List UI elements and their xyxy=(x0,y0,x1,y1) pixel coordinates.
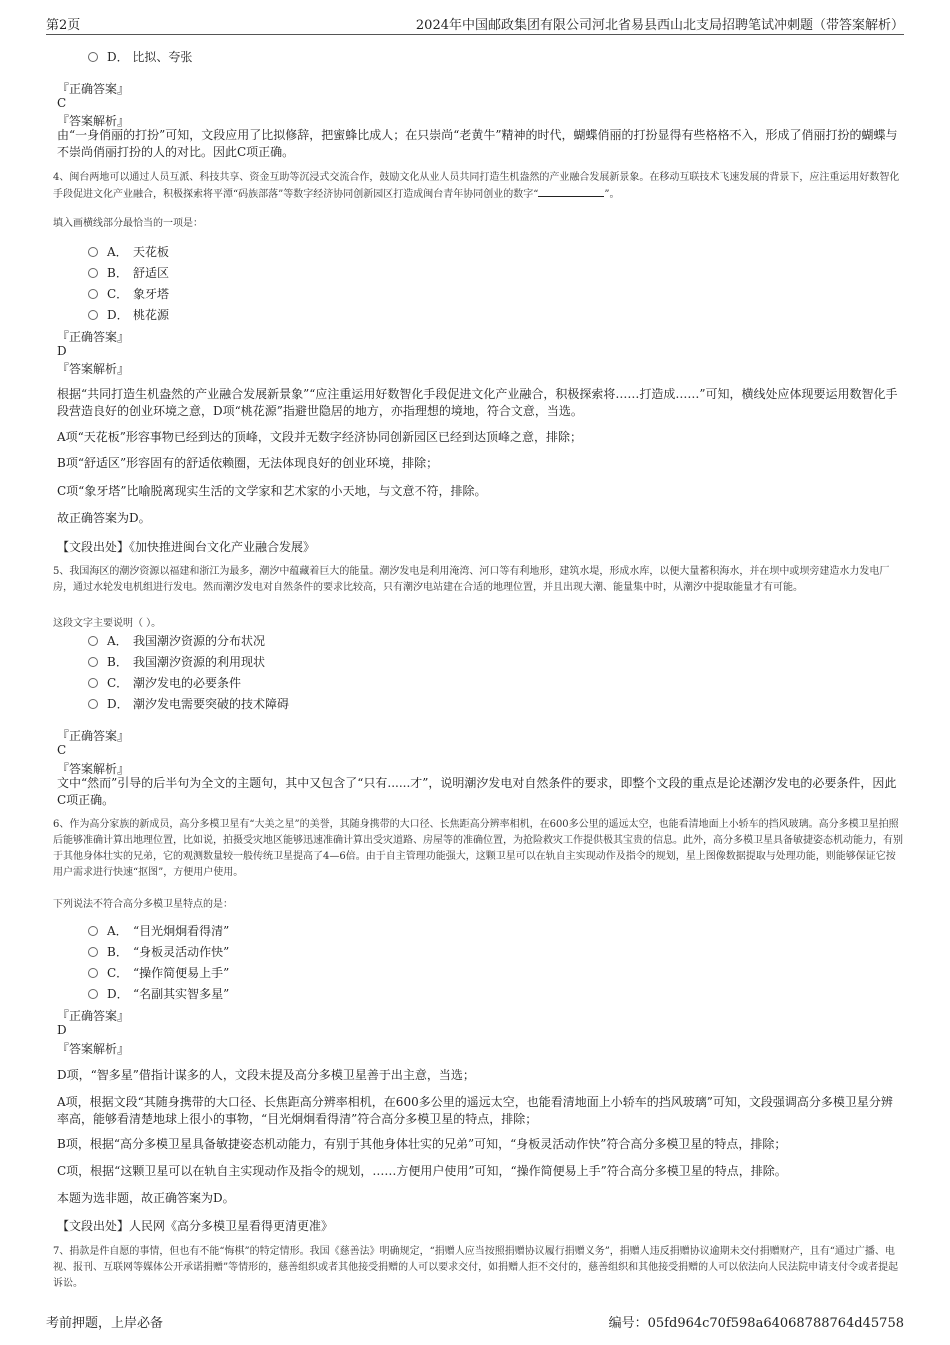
page-header xyxy=(46,12,904,35)
q3-explanation: 由“一身俏丽的打扮”可知，文段应用了比拟修辞，把蜜蜂比成人；在只崇尚“老黄牛”精神的时代，蝴蝶俏丽的打扮显得有些格格不入，形成了俏丽打扮的蝴蝶与不崇尚俏丽打扮的人的对比。因此C项正确。 xyxy=(57,128,898,159)
q6-option-c[interactable] xyxy=(88,964,229,981)
q6-option-d[interactable] xyxy=(88,985,229,1002)
q3-explain-label: 『答案解析』 xyxy=(57,114,130,128)
q6-explanation-d: D项，“智多星”借指计谋多的人，文段未提及高分多模卫星善于出主意，当选； xyxy=(57,1068,475,1082)
option-letter: C． xyxy=(107,287,129,301)
q5-option-c[interactable] xyxy=(88,674,241,691)
option-letter: A． xyxy=(107,924,128,938)
q4-conclusion: 故正确答案为D。 xyxy=(57,511,151,525)
q4-option-a[interactable] xyxy=(88,243,169,260)
radio-icon[interactable] xyxy=(88,52,98,62)
q4-stem-text: 4、闽台两地可以通过人员互派、科技共享、资金互助等沉浸式交流合作，鼓励文化从业人员共同打造生机盎然的产业融合发展新景象。在移动互联技术飞速发展的背景下，应注重运用好数智化手段促进文化产业融合，积极探索将平潭“码族部落”等数字经济协同创新园区打造成闽台青年协同创业的数字“ xyxy=(53,172,900,200)
q4-explanation-c: C项“象牙塔”比喻脱离现实生活的文学家和艺术家的小天地，与文意不符，排除。 xyxy=(57,484,487,498)
option-text: “身板灵活动作快” xyxy=(133,945,230,959)
option-text: 我国潮汐资源的分布状况 xyxy=(133,634,266,648)
q4-answer: D xyxy=(57,344,67,358)
radio-icon[interactable] xyxy=(88,926,98,936)
option-letter: A． xyxy=(107,245,128,259)
q4-explanation-b: B项“舒适区”形容固有的舒适依赖圈，无法体现良好的创业环境，排除； xyxy=(57,456,439,470)
radio-icon[interactable] xyxy=(88,289,98,299)
q4-option-b[interactable] xyxy=(88,264,169,281)
q4-source: 【文段出处】《加快推进闽台文化产业融合发展》 xyxy=(57,540,316,554)
q6-source: 【文段出处】人民网《高分多模卫星看得更清更准》 xyxy=(57,1219,334,1233)
option-letter: C． xyxy=(107,676,129,690)
footer-slogan: 考前押题，上岸必备 xyxy=(46,1316,164,1331)
q4-explanation-a: A项“天花板”形容事物已经到达的顶峰，文段并无数字经济协同创新园区已经到达顶峰之意，排除； xyxy=(57,430,582,444)
q4-option-c[interactable] xyxy=(88,285,169,302)
q5-option-a[interactable] xyxy=(88,632,265,649)
q6-explanation-c: C项，根据“这颗卫星可以在轨自主实现动作及指令的规划，……方便用户使用”可知，“操作简便易上手”符合高分多模卫星的特点，排除。 xyxy=(57,1164,787,1178)
q4-correct-label: 『正确答案』 xyxy=(57,330,130,344)
option-letter: D． xyxy=(107,987,129,1001)
q6-prompt: 下列说法不符合高分多模卫星特点的是： xyxy=(53,899,233,910)
option-text: 天花板 xyxy=(133,245,170,259)
option-text: “目光炯炯看得清” xyxy=(133,924,230,938)
q4-blank xyxy=(538,186,604,197)
q6-option-b[interactable] xyxy=(88,943,229,960)
radio-icon[interactable] xyxy=(88,947,98,957)
q5-answer: C xyxy=(57,743,67,757)
radio-icon[interactable] xyxy=(88,247,98,257)
page-number: 第2页 xyxy=(46,18,81,33)
q5-explanation: 文中“然而”引导的后半句为全文的主题句，其中又包含了“只有......才”，说明潮汐发电对自然条件的要求，即整个文段的重点是论述潮汐发电的必要条件，因此C项正确。 xyxy=(57,776,897,807)
q3-option-d[interactable] xyxy=(88,48,192,65)
radio-icon[interactable] xyxy=(88,989,98,999)
q4-explain-label: 『答案解析』 xyxy=(57,362,130,376)
option-letter: D． xyxy=(107,697,129,711)
q7-stem: 7、捐款是件自愿的事情，但也有不能“悔棋”的特定情形。我国《慈善法》明确规定，“捐赠人应当按照捐赠协议履行捐赠义务”，捐赠人违反捐赠协议逾期未交付捐赠财产，且有“通过广播、电视、报刊、互联网等媒体公开承诺捐赠”等情形的，慈善组织或者其他接受捐赠的人可以要求交付，如捐赠人拒不交付的，慈善组织和其他接受捐赠的人可以依法向人民法院申请支付令或者提起诉讼。 xyxy=(53,1246,899,1289)
q5-stem: 5、我国海区的潮汐资源以福建和浙江为最多，潮汐中蕴藏着巨大的能量。潮汐发电是利用淹湾、河口等有利地形，建筑水堤，形成水库，以便大量蓄积海水，并在坝中或坝旁建造水力发电厂房，通过水轮发电机组进行发电。然而潮汐发电对自然条件的要求比较高，只有潮汐电站建在合适的地理位置，并且出现大潮、能量集中时，从潮汐中提取能量才有可能。 xyxy=(53,566,890,593)
option-text: 潮汐发电的必要条件 xyxy=(133,676,242,690)
document-id: 编号：05fd964c70f598a64068788764d45758 xyxy=(608,1316,904,1331)
q3-correct-label: 『正确答案』 xyxy=(57,82,130,96)
q6-conclusion: 本题为选非题，故正确答案为D。 xyxy=(57,1191,235,1205)
q5-option-b[interactable] xyxy=(88,653,265,670)
q6-answer: D xyxy=(57,1023,67,1037)
q5-prompt: 这段文字主要说明（ ）。 xyxy=(53,618,162,629)
option-letter: A． xyxy=(107,634,128,648)
q4-stem-end: ”。 xyxy=(604,189,620,200)
q5-correct-label: 『正确答案』 xyxy=(57,729,130,743)
q6-explanation-b: B项，根据“高分多模卫星具备敏捷姿态机动能力，有别于其他身体壮实的兄弟”可知，“身板灵活动作快”符合高分多模卫星的特点，排除； xyxy=(57,1137,787,1151)
radio-icon[interactable] xyxy=(88,636,98,646)
document-title: 2024年中国邮政集团有限公司河北省易县西山北支局招聘笔试冲刺题（带答案解析） xyxy=(415,18,904,33)
option-text: 桃花源 xyxy=(133,308,170,322)
q4-prompt: 填入画横线部分最恰当的一项是： xyxy=(53,218,203,229)
option-text: “操作简便易上手” xyxy=(133,966,230,980)
option-letter: B． xyxy=(107,655,128,669)
option-text: 潮汐发电需要突破的技术障碍 xyxy=(133,697,290,711)
option-text: 我国潮汐资源的利用现状 xyxy=(133,655,266,669)
option-letter: B． xyxy=(107,945,128,959)
q6-stem: 6、作为高分家族的新成员，高分多模卫星有“大美之星”的美誉，其随身携带的大口径、长焦距高分辨率相机，在600多公里的遥远太空，也能看清地面上小轿车的挡风玻璃。高分多模卫星拍照后能够准确计算出地理位置，比如说，拍摄受灾地区能够迅速准确计算出受灾道路、房屋等的准确位置，为抢险救灾工作提供极其宝贵的信息。此外，高分多模卫星具备敏捷姿态机动能力，有别于其他身体壮实的兄弟，它的观测数量较一般传统卫星提高了4—6倍。由于自主管理功能强大，这颗卫星可以在轨自主实现动作及指令的规划，星上图像数据提取与处理功能，则能够保证它按用户需求进行快速“抠图”，方便用户使用。 xyxy=(53,819,903,878)
option-letter: C． xyxy=(107,966,129,980)
option-text: 舒适区 xyxy=(133,266,170,280)
q3-option-d-text: D． 比拟、夸张 xyxy=(107,50,193,64)
radio-icon[interactable] xyxy=(88,968,98,978)
option-letter: D． xyxy=(107,308,129,322)
q3-answer: C xyxy=(57,96,67,110)
option-text: 象牙塔 xyxy=(133,287,170,301)
q4-explanation-main: 根据“共同打造生机盎然的产业融合发展新景象”“应注重运用好数智化手段促进文化产业融合，积极探索将……打造成……”可知，横线处应体现要运用数智化手段营造良好的创业环境之意，D项“桃花源”指避世隐居的地方，亦指理想的境地，符合文意，当选。 xyxy=(57,387,898,418)
radio-icon[interactable] xyxy=(88,657,98,667)
q5-option-d[interactable] xyxy=(88,695,289,712)
radio-icon[interactable] xyxy=(88,310,98,320)
option-letter: B． xyxy=(107,266,128,280)
q6-correct-label: 『正确答案』 xyxy=(57,1009,130,1023)
q6-explain-label: 『答案解析』 xyxy=(57,1042,130,1056)
radio-icon[interactable] xyxy=(88,268,98,278)
radio-icon[interactable] xyxy=(88,678,98,688)
q4-option-d[interactable] xyxy=(88,306,169,323)
q5-explain-label: 『答案解析』 xyxy=(57,762,130,776)
q4-stem xyxy=(53,170,905,203)
q6-option-a[interactable] xyxy=(88,922,229,939)
radio-icon[interactable] xyxy=(88,699,98,709)
option-text: “名副其实智多星” xyxy=(133,987,230,1001)
q6-explanation-a: A项，根据文段“其随身携带的大口径、长焦距高分辨率相机，在600多公里的遥远太空，也能看清地面上小轿车的挡风玻璃”可知，文段强调高分多模卫星分辨率高，能够看清楚地球上很小的事物，“目光炯炯看得清”符合高分多模卫星的特点，排除； xyxy=(57,1095,893,1126)
